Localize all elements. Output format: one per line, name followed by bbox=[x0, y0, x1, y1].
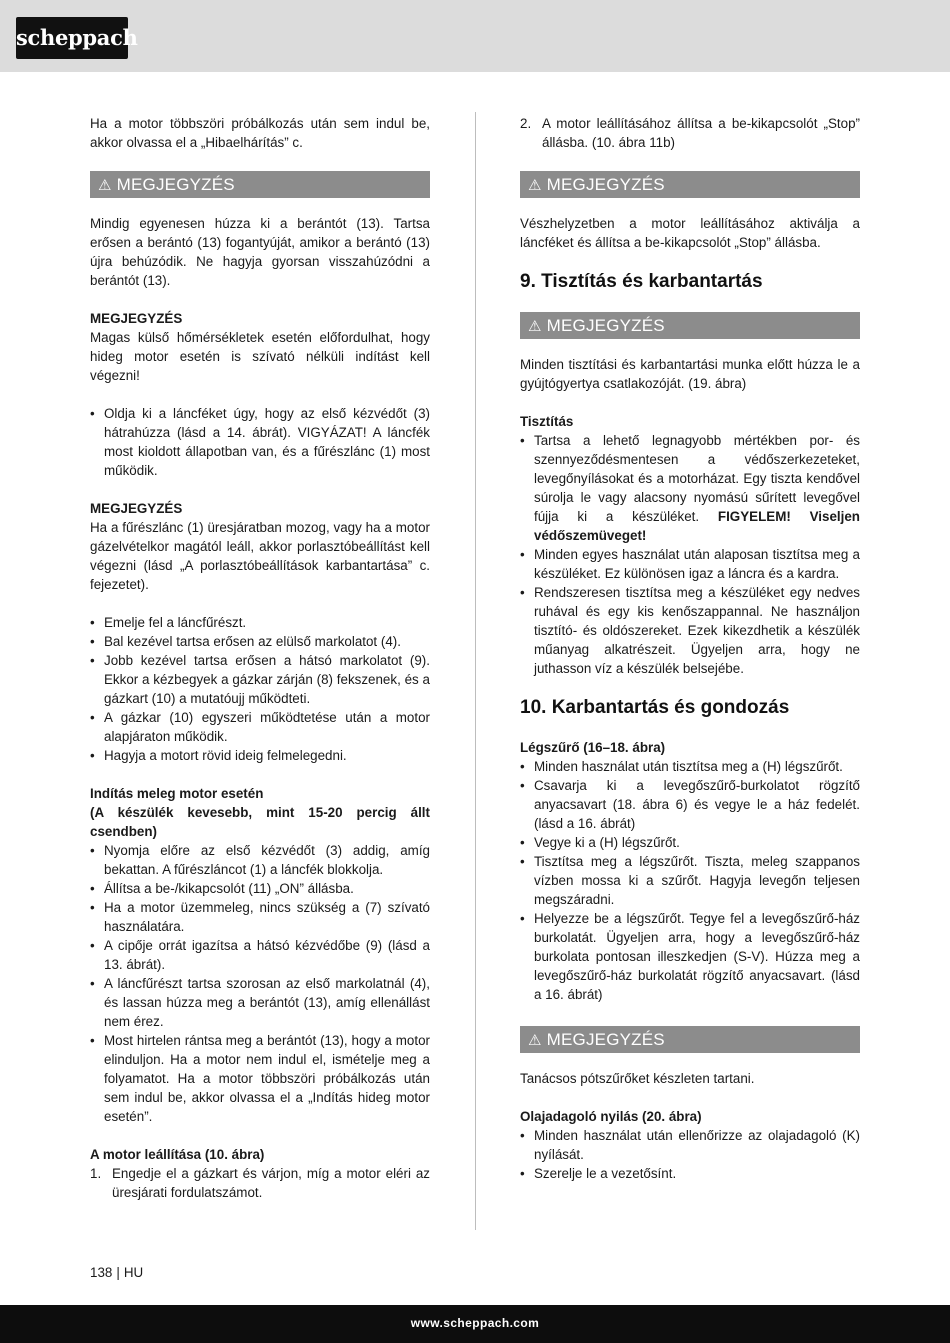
list-item: • Szerelje le a vezetősínt. bbox=[520, 1164, 860, 1183]
list-item: • Vegye ki a (H) légszűrőt. bbox=[520, 833, 860, 852]
header-bar bbox=[0, 0, 950, 72]
warning-icon: ⚠ bbox=[528, 318, 542, 335]
list-item: • Helyezze be a légszűrőt. Tegye fel a levegőszűrő-ház burkolatát. Ügyeljen arra, hogy a levegőszűrő-ház burkolata pontosan illeszkedjen (S-V). Húzza meg a levegőszűrő-ház burkolatát rögzítő anyacsavart. (lásd a 16. ábrát) bbox=[520, 909, 860, 1004]
list-item: • Minden használat után tisztítsa meg a (H) légszűrőt. bbox=[520, 757, 860, 776]
list-item: • Emelje fel a láncfűrészt. bbox=[90, 613, 430, 632]
list-item-text: Tartsa a lehető legnagyobb mértékben por- és szennyeződésmentesen a védőszerkezeteket, levegőnyílásokat és a motorházat. Egy tiszta kendővel súrolja le vagy alacsony nyomású sűrített levegővel fújja ki a készüléket. bbox=[534, 433, 860, 524]
list-item: • Minden használat után ellenőrizze az olajadagoló (K) nyílását. bbox=[520, 1126, 860, 1164]
list-item: • Állítsa a be-/kikapcsolót (11) „ON” állásba. bbox=[90, 879, 430, 898]
section-subheading-note: (A készülék kevesebb, mint 15-20 percig állt csendben) bbox=[90, 805, 430, 839]
note-label: MEGJEGYZÉS bbox=[546, 1030, 665, 1049]
section-subheading: Légszűrő (16–18. ábra) bbox=[520, 740, 666, 755]
list-item: • Nyomja előre az első kézvédőt (3) addig, amíg bekattan. A fűrészláncot (1) a láncfék blokkolja. bbox=[90, 841, 430, 879]
bullet-list bbox=[520, 1126, 860, 1183]
section-heading-9: 9. Tisztítás és karbantartás bbox=[520, 271, 763, 292]
note-heading: MEGJEGYZÉS bbox=[90, 311, 183, 326]
numbered-item-text: Engedje el a gázkart és várjon, míg a motor eléri az üresjárati fordulatszámot. bbox=[112, 1166, 430, 1200]
note-label: MEGJEGYZÉS bbox=[546, 175, 665, 194]
list-item: • Tisztítsa meg a légszűrőt. Tiszta, meleg szappanos vízben mossa ki a szűrőt. Hagyja levegőn teljesen megszáradni. bbox=[520, 852, 860, 909]
brand-logo: scheppach bbox=[16, 17, 128, 59]
list-item bbox=[520, 431, 860, 545]
bullet-list bbox=[520, 431, 860, 678]
language-code: HU bbox=[123, 1265, 144, 1280]
warning-icon: ⚠ bbox=[528, 1032, 542, 1049]
bullet-list bbox=[90, 841, 430, 1126]
paragraph-intro: Ha a motor többszöri próbálkozás után sem indul be, akkor olvassa el a „Hibaelhárítás” c. bbox=[90, 116, 430, 150]
list-item: • Jobb kezével tartsa erősen a hátsó markolatot (9). Ekkor a kézbegyek a gázkar zárján (8) fekszenek, és a gázkart (10) a mutatóujj működteti. bbox=[90, 651, 430, 708]
section-subheading: Indítás meleg motor esetén bbox=[90, 786, 264, 801]
numbered-item-text: A motor leállításához állítsa a be-kikapcsolót „Stop” állásba. (10. ábra 11b) bbox=[542, 116, 860, 150]
note-text: Magas külső hőmérsékletek esetén előfordulhat, hogy hideg motor esetén is szívató nélküli indítást kell végezni! bbox=[90, 330, 430, 383]
list-item: • Rendszeresen tisztítsa meg a készüléket egy nedves ruhával és egy kis kenőszappannal. Ne használjon tisztító- és oldószereket. Ezek kikezdhetik a készülék műanyag alkatrészeit. Ügyeljen arra, hogy ne juthasson víz a készülék belsejébe. bbox=[520, 583, 860, 678]
footer-separator: | bbox=[116, 1265, 120, 1280]
list-item: • Minden egyes használat után alaposan tisztítsa meg a készüléket. Ez különösen igaz a láncra és a kardra. bbox=[520, 545, 860, 583]
warning-text: FIGYELEM! Viseljen védőszemüveget! bbox=[534, 509, 860, 543]
note-banner bbox=[520, 312, 860, 339]
note-text: Ha a fűrészlánc (1) üresjáratban mozog, vagy ha a motor gázelvételkor magától leáll, akkor porlasztóbeállítást kell végezni (lásd „A porlasztóbeállítások karbantartása” c. fejezetet). bbox=[90, 520, 430, 592]
note-banner bbox=[520, 1026, 860, 1053]
warning-icon: ⚠ bbox=[528, 177, 542, 194]
list-item: • Ha a motor üzemmeleg, nincs szükség a (7) szívató használatára. bbox=[90, 898, 430, 936]
page-footer bbox=[90, 1265, 143, 1280]
note-text: Vészhelyzetben a motor leállításához aktiválja a láncféket és állítsa a be-kikapcsolót „Stop” állásba. bbox=[520, 216, 860, 250]
right-column bbox=[520, 114, 860, 1183]
numbered-item bbox=[520, 114, 860, 152]
numbered-item bbox=[90, 1164, 430, 1202]
bullet-list bbox=[90, 404, 430, 480]
numbered-list bbox=[520, 114, 860, 152]
list-item: • A gázkar (10) egyszeri működtetése után a motor alapjáraton működik. bbox=[90, 708, 430, 746]
note-heading: MEGJEGYZÉS bbox=[90, 501, 183, 516]
note-banner bbox=[520, 171, 860, 198]
note-text: Minden tisztítási és karbantartási munka előtt húzza le a gyújtógyertya csatlakozóját. (19. ábra) bbox=[520, 357, 860, 391]
note-label: MEGJEGYZÉS bbox=[546, 316, 665, 335]
list-item: • Most hirtelen rántsa meg a berántót (13), hogy a motor elinduljon. Ha a motor nem indul el, ismételje meg a folyamatot. Ha a motor többszöri próbálkozás után sem indul be, akkor olvassa el a „Indítás hideg motor esetén”. bbox=[90, 1031, 430, 1126]
column-divider bbox=[475, 112, 476, 1230]
section-subheading: A motor leállítása (10. ábra) bbox=[90, 1147, 265, 1162]
section-heading-wrapper bbox=[520, 696, 860, 720]
list-item: • A cipője orrát igazítsa a hátsó kézvédőbe (9) (lásd a 13. ábrát). bbox=[90, 936, 430, 974]
list-item: • Bal kezével tartsa erősen az elülső markolatot (4). bbox=[90, 632, 430, 651]
list-item: • A láncfűrészt tartsa szorosan az első markolatnál (4), és lassan húzza meg a berántót (13), amíg ellenállást nem érez. bbox=[90, 974, 430, 1031]
note-text: Mindig egyenesen húzza ki a berántót (13). Tartsa erősen a berántó (13) fogantyúját, amikor a berántó (13) újra behúzódik. Ne hagyja gyorsan visszahúzódni a berántót (13). bbox=[90, 216, 430, 288]
section-heading-wrapper bbox=[520, 270, 860, 294]
left-column bbox=[90, 114, 430, 1202]
list-item: • Csavarja ki a levegőszűrő-burkolatot rögzítő anyacsavart (18. ábra 6) és vegye le a ház fedelét. (lásd a 16. ábrát) bbox=[520, 776, 860, 833]
list-item: • Oldja ki a láncféket úgy, hogy az első kézvédőt (3) hátrahúzza (lásd a 14. ábrát). VIGYÁZAT! A láncfék most kioldott állapotban van, és a fűrészlánc (1) most működik. bbox=[90, 404, 430, 480]
numbered-list bbox=[90, 1164, 430, 1202]
note-label: MEGJEGYZÉS bbox=[116, 175, 235, 194]
bullet-list bbox=[90, 613, 430, 765]
section-subheading: Tisztítás bbox=[520, 414, 574, 429]
section-heading-10: 10. Karbantartás és gondozás bbox=[520, 697, 790, 718]
note-banner bbox=[90, 171, 430, 198]
bullet-list bbox=[520, 757, 860, 1004]
section-subheading: Olajadagoló nyilás (20. ábra) bbox=[520, 1109, 702, 1124]
note-text: Tanácsos pótszűrőket készleten tartani. bbox=[520, 1071, 755, 1086]
list-item: • Hagyja a motort rövid ideig felmelegedni. bbox=[90, 746, 430, 765]
page-number: 138 bbox=[90, 1265, 113, 1280]
warning-icon: ⚠ bbox=[98, 177, 112, 194]
website-link[interactable]: www.scheppach.com bbox=[410, 1316, 540, 1330]
footer-bar bbox=[0, 1305, 950, 1343]
